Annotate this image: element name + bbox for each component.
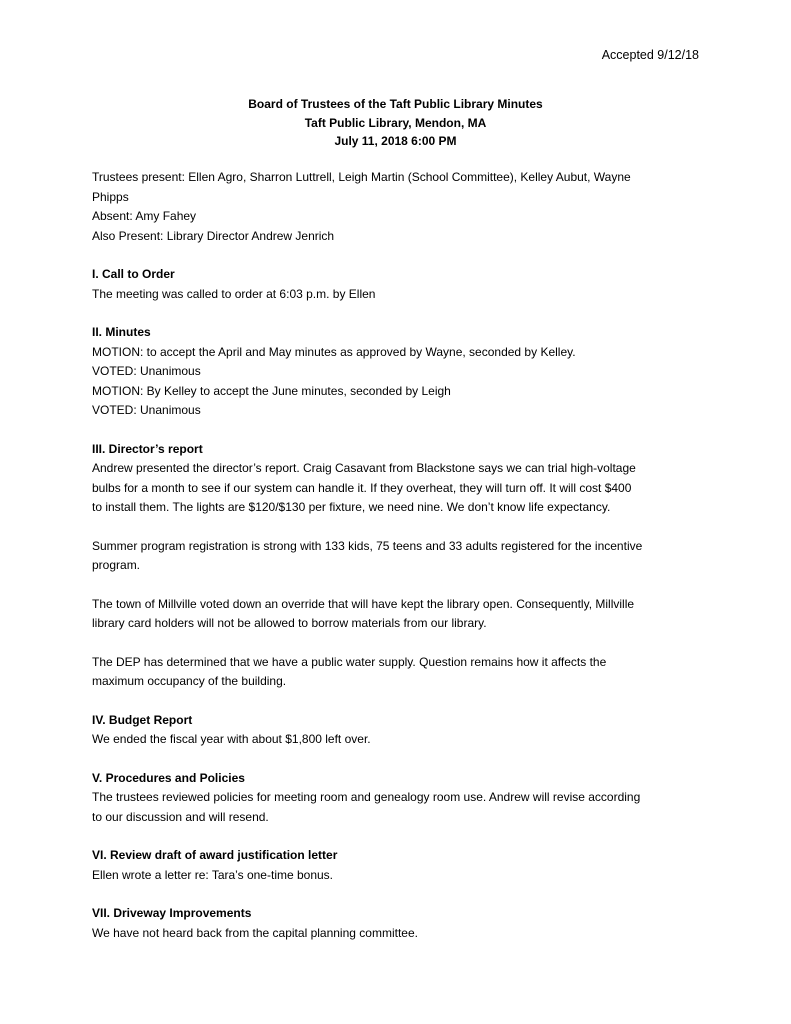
vote-2: VOTED: Unanimous bbox=[92, 403, 201, 417]
report-p3-line1: The town of Millville voted down an override that will have kept the library open. Consequently, Millville bbox=[92, 596, 635, 611]
report-p1-line2: bulbs for a month to see if our system can handle it. If they overheat, they will turn off. It will cost $400 bbox=[92, 480, 632, 495]
also-present-line: Also Present: Library Director Andrew Jenrich bbox=[92, 228, 335, 243]
motion-1: MOTION: to accept the April and May minutes as approved by Wayne, seconded by Kelley. bbox=[92, 344, 576, 359]
section-call-to-order bbox=[92, 265, 707, 304]
accepted-date: Accepted 9/12/18 bbox=[601, 48, 699, 62]
meeting-location: Taft Public Library, Mendon, MA bbox=[304, 115, 487, 130]
absent-line: Absent: Amy Fahey bbox=[92, 209, 197, 223]
section-driveway bbox=[92, 904, 707, 943]
section-text: We ended the fiscal year with about $1,800 left over. bbox=[92, 732, 371, 746]
procedures-line1: The trustees reviewed policies for meeting room and genealogy room use. Andrew will revise according bbox=[92, 790, 641, 804]
report-p2-line1: Summer program registration is strong with 133 kids, 75 teens and 33 adults registered for the incentive bbox=[92, 538, 643, 553]
section-procedures-policies bbox=[92, 769, 707, 828]
procedures-line2: to our discussion and will resend. bbox=[92, 809, 269, 824]
section-heading: I. Call to Order bbox=[92, 267, 175, 281]
section-text: The meeting was called to order at 6:03 p.m. by Ellen bbox=[92, 286, 376, 301]
section-budget-report bbox=[92, 711, 707, 750]
section-text: We have not heard back from the capital planning committee. bbox=[92, 925, 418, 940]
section-heading: V. Procedures and Policies bbox=[92, 770, 245, 785]
section-heading: III. Director’s report bbox=[92, 441, 203, 456]
report-p2-line2: program. bbox=[92, 558, 141, 572]
section-heading: VI. Review draft of award justification letter bbox=[92, 848, 338, 862]
section-minutes bbox=[92, 323, 707, 421]
section-heading: VII. Driveway Improvements bbox=[92, 906, 252, 920]
motion-2: MOTION: By Kelley to accept the June minutes, seconded by Leigh bbox=[92, 383, 451, 398]
trustees-present-line2: Phipps bbox=[92, 189, 129, 204]
report-p3-line2: library card holders will not be allowed to borrow materials from our library. bbox=[92, 616, 487, 630]
meeting-datetime: July 11, 2018 6:00 PM bbox=[334, 134, 457, 148]
report-p1-line3: to install them. The lights are $120/$130 per fixture, we need nine. We don’t know life expectancy. bbox=[92, 500, 611, 514]
report-p1-line1: Andrew presented the director’s report. Craig Casavant from Blackstone says we can trial high-voltage bbox=[92, 461, 636, 475]
document-header bbox=[0, 95, 791, 151]
minutes-body bbox=[92, 168, 707, 962]
section-text: Ellen wrote a letter re: Tara’s one-time bonus. bbox=[92, 867, 334, 882]
section-heading: II. Minutes bbox=[92, 325, 151, 339]
vote-1: VOTED: Unanimous bbox=[92, 364, 201, 378]
section-award-letter bbox=[92, 846, 707, 885]
report-p4-line1: The DEP has determined that we have a public water supply. Question remains how it affects the bbox=[92, 654, 607, 669]
document-title: Board of Trustees of the Taft Public Library Minutes bbox=[248, 97, 543, 111]
trustees-present-line1: Trustees present: Ellen Agro, Sharron Luttrell, Leigh Martin (School Committee), Kelley Aubut, Wayne bbox=[92, 170, 631, 184]
section-directors-report bbox=[92, 440, 707, 692]
report-p4-line2: maximum occupancy of the building. bbox=[92, 674, 287, 688]
section-heading: IV. Budget Report bbox=[92, 712, 193, 727]
attendance-block bbox=[92, 168, 707, 246]
